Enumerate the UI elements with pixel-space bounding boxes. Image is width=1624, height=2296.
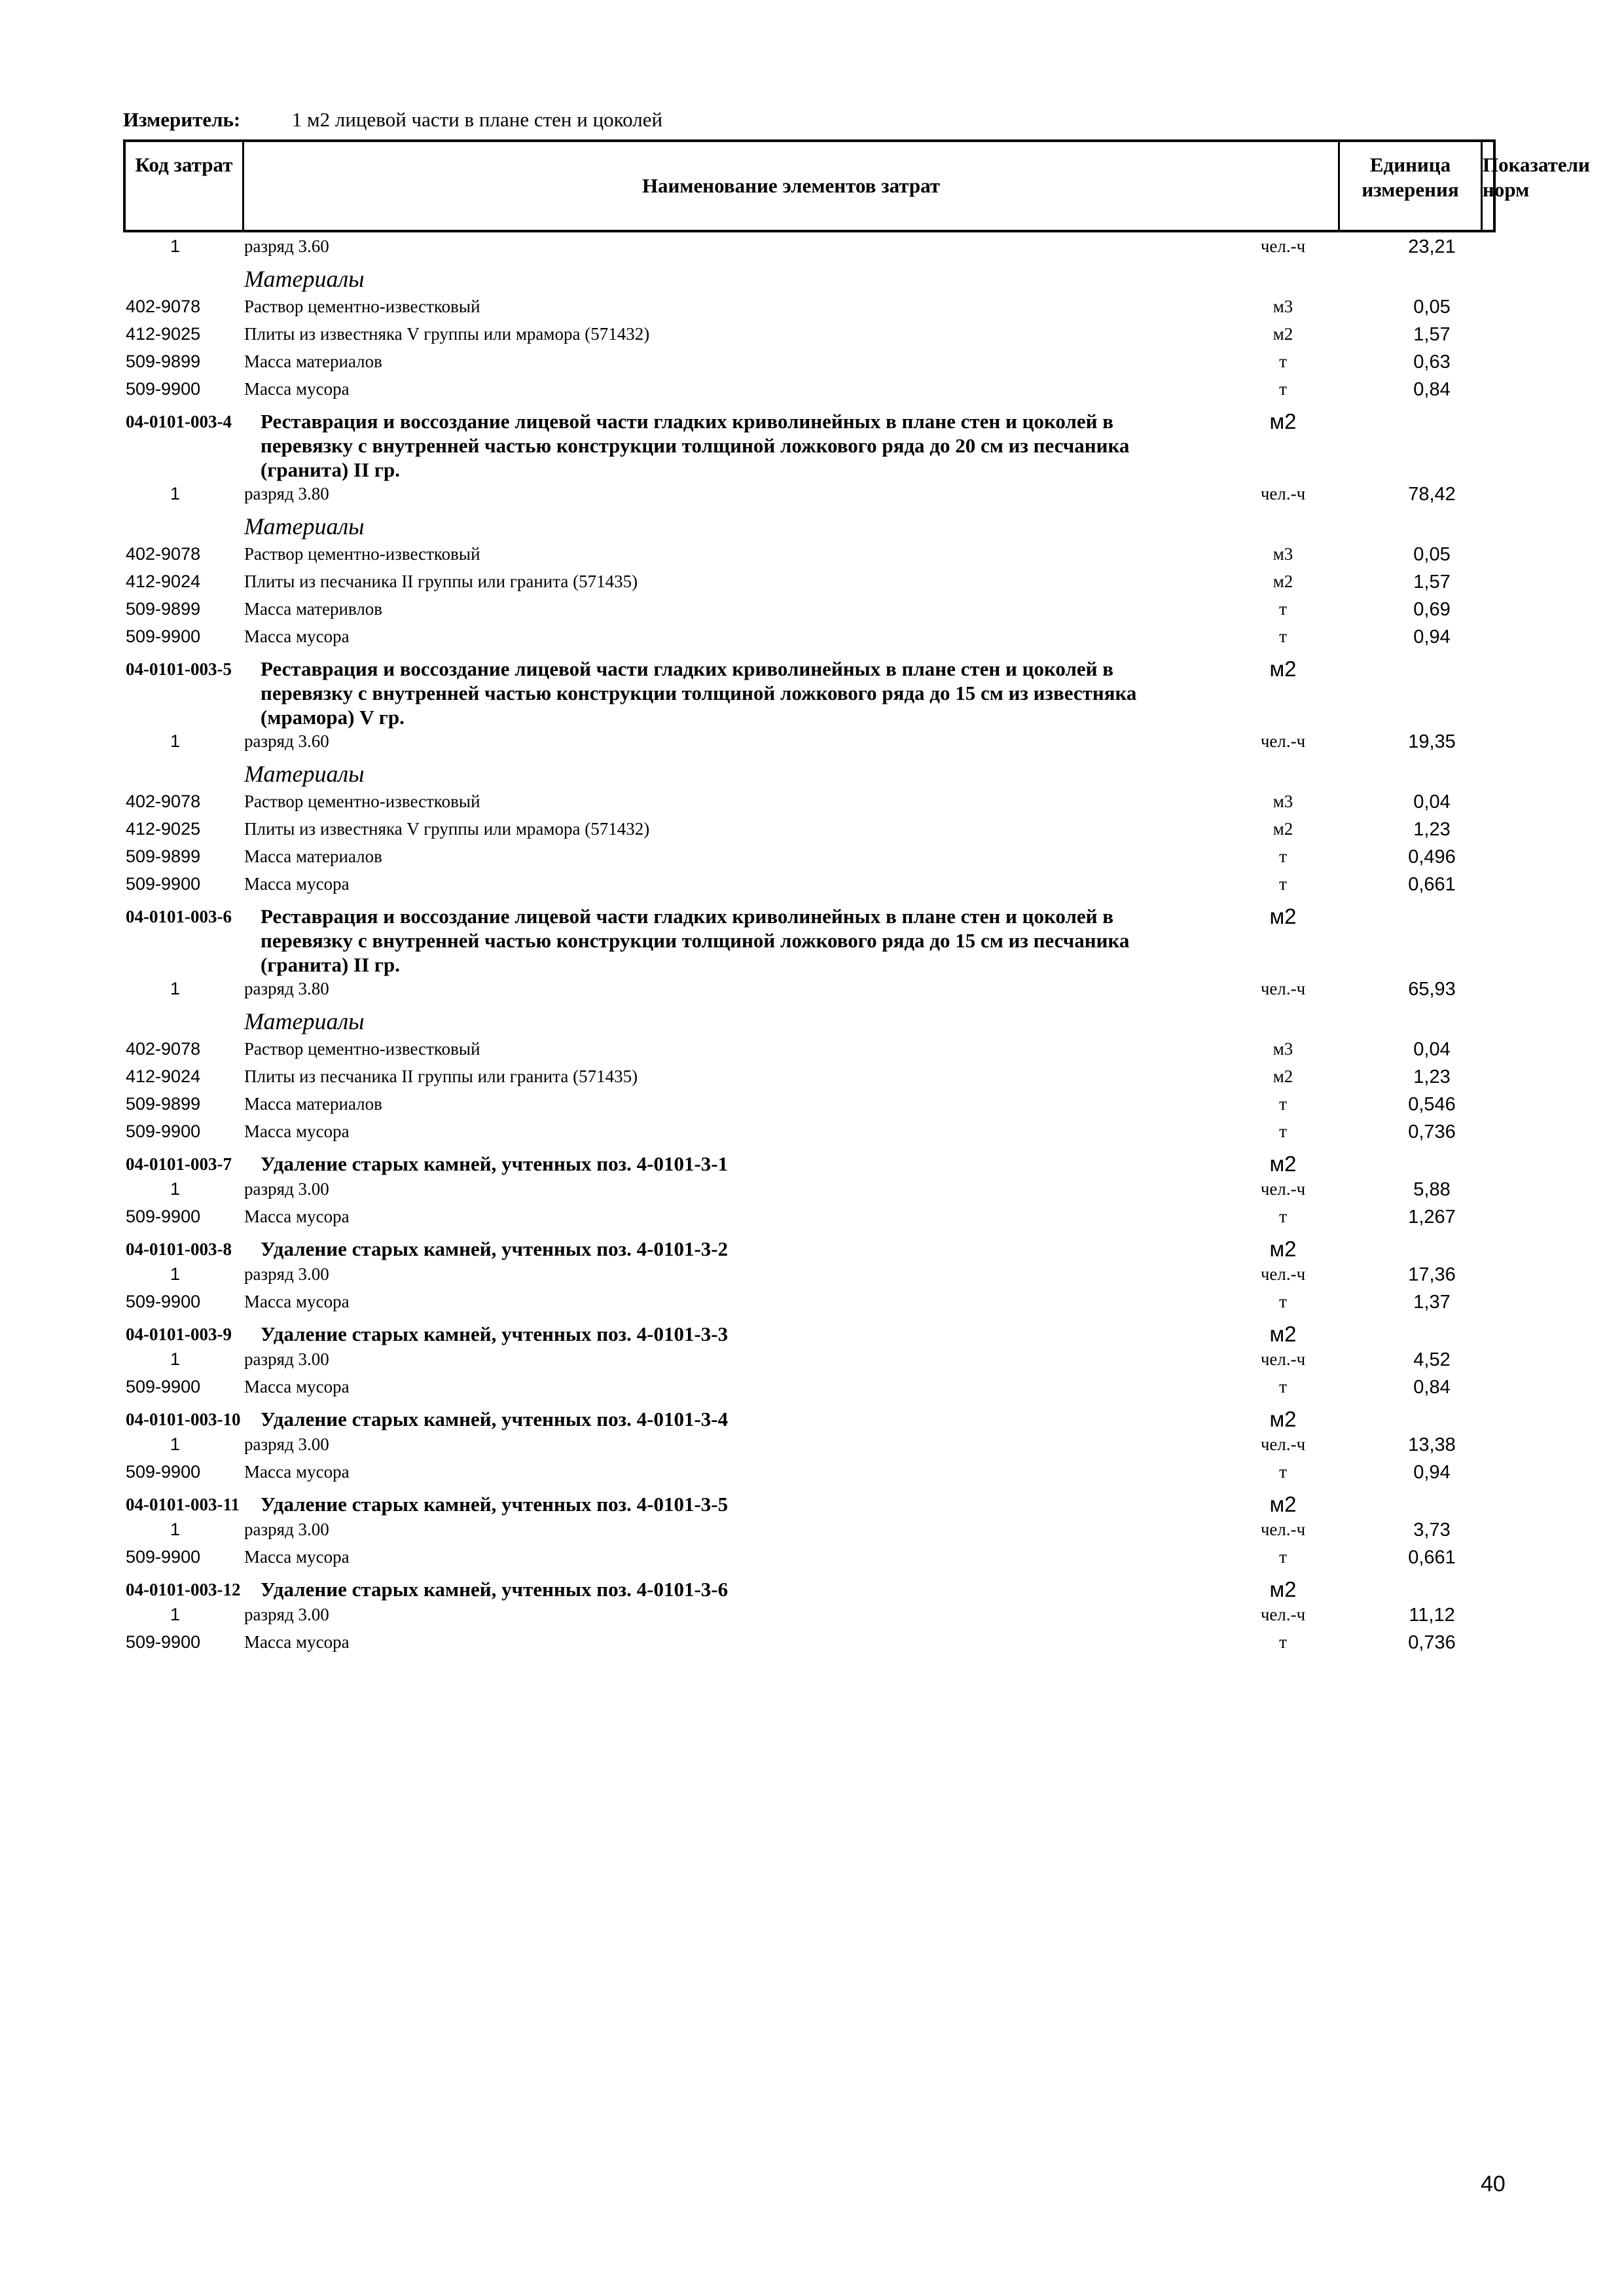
table-row bbox=[0, 1090, 1624, 1118]
cost-value: 0,94 bbox=[1413, 627, 1451, 647]
cost-value: 19,35 bbox=[1408, 731, 1456, 752]
norm-unit: м2 bbox=[1269, 904, 1297, 928]
header-norm: Показатели норм bbox=[1481, 142, 1493, 230]
materials-heading: Материалы bbox=[244, 1008, 365, 1034]
cost-unit: чел.-ч bbox=[1260, 731, 1306, 751]
cost-value: 1,57 bbox=[1413, 324, 1451, 345]
norm-unit: м2 bbox=[1269, 1322, 1297, 1346]
table-row bbox=[0, 480, 1624, 507]
cost-code: 509-9899 bbox=[126, 599, 201, 619]
cost-unit: т bbox=[1279, 627, 1287, 646]
norm-code: 04-0101-003-12 bbox=[126, 1580, 241, 1599]
cost-code: 509-9900 bbox=[126, 1632, 201, 1652]
table-row bbox=[0, 843, 1624, 870]
cost-value: 0,05 bbox=[1413, 297, 1451, 318]
norm-code: 04-0101-003-7 bbox=[126, 1154, 232, 1174]
table-row bbox=[0, 650, 1624, 727]
norm-unit: м2 bbox=[1269, 1152, 1297, 1176]
cost-name: Масса мусора bbox=[244, 627, 350, 646]
table-row bbox=[0, 788, 1624, 815]
meter-line bbox=[123, 108, 662, 132]
header-unit: Единица измерения bbox=[1338, 142, 1481, 230]
table-row bbox=[0, 1063, 1624, 1090]
table-row bbox=[0, 1035, 1624, 1063]
cost-name: Масса мусора bbox=[244, 1121, 350, 1141]
table-row bbox=[0, 1400, 1624, 1430]
table-row bbox=[0, 595, 1624, 623]
norm-unit: м2 bbox=[1269, 1577, 1297, 1601]
cost-unit: т bbox=[1279, 1094, 1287, 1114]
cost-value: 13,38 bbox=[1408, 1434, 1456, 1455]
cost-value: 0,661 bbox=[1408, 874, 1456, 895]
cost-value: 23,21 bbox=[1408, 236, 1456, 257]
cost-unit: т bbox=[1279, 1207, 1287, 1226]
cost-code: 402-9078 bbox=[126, 1039, 201, 1059]
norm-title: Удаление старых камней, учтенных поз. 4-0101-3-4 bbox=[261, 1408, 729, 1430]
cost-value: 4,52 bbox=[1413, 1349, 1451, 1370]
cost-unit: чел.-ч bbox=[1260, 1520, 1306, 1539]
cost-unit: т bbox=[1279, 1632, 1287, 1652]
cost-value: 1,37 bbox=[1413, 1292, 1451, 1313]
cost-name: Раствор цементно-известковый bbox=[244, 544, 480, 564]
cost-value: 0,04 bbox=[1413, 792, 1451, 812]
cost-name: Масса мусора bbox=[244, 1377, 350, 1396]
norm-title: Удаление старых камней, учтенных поз. 4-0101-3-1 bbox=[261, 1152, 729, 1175]
table-row bbox=[0, 232, 1624, 260]
cost-unit: м2 bbox=[1272, 819, 1293, 839]
table-row bbox=[0, 1230, 1624, 1260]
cost-unit: чел.-ч bbox=[1260, 1434, 1306, 1454]
table-row bbox=[0, 1543, 1624, 1571]
cost-unit: м2 bbox=[1272, 324, 1293, 344]
cost-unit: т bbox=[1279, 379, 1287, 399]
cost-name: Раствор цементно-известковый bbox=[244, 792, 480, 811]
norm-title: Реставрация и воссоздание лицевой части гладких криволинейных в плане стен и цоколей в перевязку с внутренней частью конструкции толщиной ложкового ряда до 15 см из известняка (мрамора) V гр. bbox=[261, 657, 1137, 729]
table-row bbox=[0, 1373, 1624, 1400]
cost-value: 17,36 bbox=[1408, 1264, 1456, 1285]
cost-code: 509-9900 bbox=[126, 1121, 201, 1141]
table-row bbox=[0, 815, 1624, 843]
cost-unit: м2 bbox=[1272, 1066, 1293, 1086]
cost-name: Плиты из песчаника II группы или гранита (571435) bbox=[244, 572, 638, 591]
norm-title: Реставрация и воссоздание лицевой части гладких криволинейных в плане стен и цоколей в перевязку с внутренней частью конструкции толщиной ложкового ряда до 20 см из песчаника (гранита) II гр. bbox=[261, 410, 1130, 481]
cost-unit: чел.-ч bbox=[1260, 1349, 1306, 1369]
cost-value: 11,12 bbox=[1409, 1605, 1455, 1626]
table-row bbox=[0, 1458, 1624, 1485]
table-row bbox=[0, 403, 1624, 480]
cost-name: разряд 3.00 bbox=[244, 1520, 329, 1539]
table-row bbox=[0, 975, 1624, 1002]
cost-name: Плиты из песчаника II группы или гранита (571435) bbox=[244, 1066, 638, 1086]
norm-unit: м2 bbox=[1269, 1237, 1297, 1261]
cost-code: 402-9078 bbox=[126, 792, 201, 811]
cost-code: 412-9025 bbox=[126, 819, 201, 839]
meter-label: Измеритель: bbox=[123, 108, 241, 131]
table-row bbox=[0, 1203, 1624, 1230]
materials-heading: Материалы bbox=[244, 513, 365, 539]
cost-unit: чел.-ч bbox=[1260, 484, 1306, 503]
table-row bbox=[0, 1516, 1624, 1543]
table-row bbox=[0, 348, 1624, 375]
cost-code: 1 bbox=[170, 731, 181, 751]
cost-value: 0,736 bbox=[1408, 1632, 1456, 1653]
norm-title: Удаление старых камней, учтенных поз. 4-0101-3-3 bbox=[261, 1322, 729, 1345]
table-row bbox=[0, 1315, 1624, 1345]
cost-code: 412-9024 bbox=[126, 572, 201, 591]
cost-name: Масса материвлов bbox=[244, 599, 383, 619]
norm-code: 04-0101-003-11 bbox=[126, 1495, 240, 1514]
cost-unit: т bbox=[1279, 1547, 1287, 1567]
norm-unit: м2 bbox=[1269, 1407, 1297, 1431]
cost-name: Масса материалов bbox=[244, 352, 382, 371]
cost-name: Масса мусора bbox=[244, 1632, 350, 1652]
cost-value: 0,94 bbox=[1413, 1462, 1451, 1483]
cost-value: 0,04 bbox=[1413, 1039, 1451, 1060]
cost-value: 3,73 bbox=[1413, 1520, 1451, 1540]
table-row bbox=[0, 320, 1624, 348]
cost-name: Масса материалов bbox=[244, 847, 382, 866]
cost-name: разряд 3.00 bbox=[244, 1434, 329, 1454]
norm-code: 04-0101-003-9 bbox=[126, 1324, 232, 1344]
table-row bbox=[0, 870, 1624, 898]
norm-code: 04-0101-003-8 bbox=[126, 1239, 232, 1259]
cost-value: 0,546 bbox=[1408, 1094, 1456, 1115]
cost-name: разряд 3.00 bbox=[244, 1179, 329, 1199]
norm-title: Удаление старых камней, учтенных поз. 4-0101-3-2 bbox=[261, 1237, 729, 1260]
table-row bbox=[0, 507, 1624, 540]
table-row bbox=[0, 755, 1624, 788]
cost-name: разряд 3.80 bbox=[244, 979, 329, 998]
cost-unit: м3 bbox=[1272, 297, 1293, 316]
cost-unit: т bbox=[1279, 874, 1287, 894]
table-row bbox=[0, 1145, 1624, 1175]
cost-code: 509-9900 bbox=[126, 627, 201, 646]
cost-code: 402-9078 bbox=[126, 297, 201, 316]
cost-value: 0,69 bbox=[1413, 599, 1451, 620]
table-row bbox=[0, 568, 1624, 595]
norm-code: 04-0101-003-6 bbox=[126, 907, 232, 926]
cost-code: 1 bbox=[170, 236, 181, 256]
materials-heading: Материалы bbox=[244, 266, 365, 292]
cost-name: Масса мусора bbox=[244, 379, 350, 399]
cost-value: 78,42 bbox=[1408, 484, 1456, 505]
cost-code: 1 bbox=[170, 1605, 181, 1624]
cost-value: 65,93 bbox=[1408, 979, 1456, 1000]
cost-code: 1 bbox=[170, 1434, 181, 1454]
norm-unit: м2 bbox=[1269, 409, 1297, 433]
cost-value: 0,736 bbox=[1408, 1121, 1456, 1142]
cost-value: 1,23 bbox=[1413, 819, 1451, 840]
cost-code: 1 bbox=[170, 1349, 181, 1369]
table-row bbox=[0, 727, 1624, 755]
cost-value: 1,267 bbox=[1408, 1207, 1456, 1228]
cost-name: Масса мусора bbox=[244, 1462, 350, 1482]
table-row bbox=[0, 898, 1624, 975]
page-number: 40 bbox=[1481, 2172, 1506, 2196]
cost-code: 509-9900 bbox=[126, 1207, 201, 1226]
header-code: Код затрат bbox=[135, 153, 233, 176]
table-row bbox=[0, 1260, 1624, 1288]
cost-unit: т bbox=[1279, 1121, 1287, 1141]
cost-code: 509-9900 bbox=[126, 874, 201, 894]
table-row bbox=[0, 540, 1624, 568]
cost-unit: т bbox=[1279, 1292, 1287, 1311]
cost-unit: м3 bbox=[1272, 792, 1293, 811]
table-row bbox=[0, 1002, 1624, 1035]
table-row bbox=[0, 260, 1624, 293]
cost-name: разряд 3.00 bbox=[244, 1264, 329, 1284]
cost-code: 1 bbox=[170, 1264, 181, 1284]
cost-value: 0,496 bbox=[1408, 847, 1456, 867]
cost-code: 1 bbox=[170, 979, 181, 998]
cost-code: 412-9024 bbox=[126, 1066, 201, 1086]
table-row bbox=[0, 1628, 1624, 1656]
norm-code: 04-0101-003-5 bbox=[126, 659, 232, 679]
meter-text: 1 м2 лицевой части в плане стен и цоколей bbox=[291, 108, 663, 131]
cost-unit: т bbox=[1279, 352, 1287, 371]
cost-code: 509-9899 bbox=[126, 352, 201, 371]
cost-value: 0,661 bbox=[1408, 1547, 1456, 1568]
cost-name: разряд 3.80 bbox=[244, 484, 329, 503]
cost-code: 509-9899 bbox=[126, 847, 201, 866]
norm-code: 04-0101-003-4 bbox=[126, 412, 232, 431]
cost-code: 509-9900 bbox=[126, 1377, 201, 1396]
table-row bbox=[0, 1571, 1624, 1601]
norm-code: 04-0101-003-10 bbox=[126, 1410, 241, 1429]
table-row bbox=[0, 375, 1624, 403]
table-row bbox=[0, 1601, 1624, 1628]
cost-name: разряд 3.00 bbox=[244, 1605, 329, 1624]
cost-code: 1 bbox=[170, 484, 181, 503]
cost-name: Раствор цементно-известковый bbox=[244, 1039, 480, 1059]
cost-value: 0,63 bbox=[1413, 352, 1451, 373]
cost-name: Плиты из известняка V группы или мрамора (571432) bbox=[244, 819, 650, 839]
table-row bbox=[0, 1430, 1624, 1458]
cost-name: разряд 3.60 bbox=[244, 236, 329, 256]
table-row bbox=[0, 1485, 1624, 1516]
cost-value: 1,57 bbox=[1413, 572, 1451, 592]
table-row bbox=[0, 1345, 1624, 1373]
cost-value: 0,05 bbox=[1413, 544, 1451, 565]
cost-unit: т bbox=[1279, 599, 1287, 619]
cost-unit: чел.-ч bbox=[1260, 236, 1306, 256]
cost-unit: м3 bbox=[1272, 544, 1293, 564]
cost-name: Масса мусора bbox=[244, 874, 350, 894]
cost-unit: чел.-ч bbox=[1260, 1605, 1306, 1624]
norm-unit: м2 bbox=[1269, 1492, 1297, 1516]
table-row bbox=[0, 1288, 1624, 1315]
cost-unit: чел.-ч bbox=[1260, 979, 1306, 998]
cost-name: Раствор цементно-известковый bbox=[244, 297, 480, 316]
table-header bbox=[123, 139, 1590, 232]
cost-value: 1,23 bbox=[1413, 1066, 1451, 1087]
cost-code: 509-9900 bbox=[126, 1547, 201, 1567]
cost-name: Масса мусора bbox=[244, 1547, 350, 1567]
cost-unit: т bbox=[1279, 1462, 1287, 1482]
cost-code: 1 bbox=[170, 1179, 181, 1199]
cost-unit: м3 bbox=[1272, 1039, 1293, 1059]
norm-title: Удаление старых камней, учтенных поз. 4-0101-3-5 bbox=[261, 1493, 729, 1516]
cost-name: Масса материалов bbox=[244, 1094, 382, 1114]
cost-unit: т bbox=[1279, 847, 1287, 866]
cost-unit: т bbox=[1279, 1377, 1287, 1396]
norm-title: Удаление старых камней, учтенных поз. 4-0101-3-6 bbox=[261, 1578, 729, 1601]
cost-name: Масса мусора bbox=[244, 1292, 350, 1311]
norm-unit: м2 bbox=[1269, 657, 1297, 681]
materials-heading: Материалы bbox=[244, 761, 365, 787]
cost-value: 0,84 bbox=[1413, 379, 1451, 400]
cost-code: 509-9900 bbox=[126, 379, 201, 399]
cost-value: 0,84 bbox=[1413, 1377, 1451, 1398]
cost-name: разряд 3.00 bbox=[244, 1349, 329, 1369]
cost-name: Масса мусора bbox=[244, 1207, 350, 1226]
cost-unit: чел.-ч bbox=[1260, 1264, 1306, 1284]
cost-code: 509-9899 bbox=[126, 1094, 201, 1114]
table-row bbox=[0, 1118, 1624, 1145]
table-row bbox=[0, 293, 1624, 320]
cost-code: 509-9900 bbox=[126, 1292, 201, 1311]
cost-code: 402-9078 bbox=[126, 544, 201, 564]
cost-value: 5,88 bbox=[1413, 1179, 1451, 1200]
cost-name: Плиты из известняка V группы или мрамора (571432) bbox=[244, 324, 650, 344]
cost-code: 1 bbox=[170, 1520, 181, 1539]
header-name-text: Наименование элементов затрат bbox=[641, 174, 941, 197]
cost-name: разряд 3.60 bbox=[244, 731, 329, 751]
cost-unit: чел.-ч bbox=[1260, 1179, 1306, 1199]
header-name bbox=[242, 142, 1338, 230]
cost-unit: м2 bbox=[1272, 572, 1293, 591]
cost-code: 509-9900 bbox=[126, 1462, 201, 1482]
table-row bbox=[0, 1175, 1624, 1203]
table-row bbox=[0, 623, 1624, 650]
cost-code: 412-9025 bbox=[126, 324, 201, 344]
norm-title: Реставрация и воссоздание лицевой части гладких криволинейных в плане стен и цоколей в перевязку с внутренней частью конструкции толщиной ложкового ряда до 15 см из песчаника (гранита) II гр. bbox=[261, 905, 1130, 976]
table-body bbox=[0, 232, 1624, 1656]
